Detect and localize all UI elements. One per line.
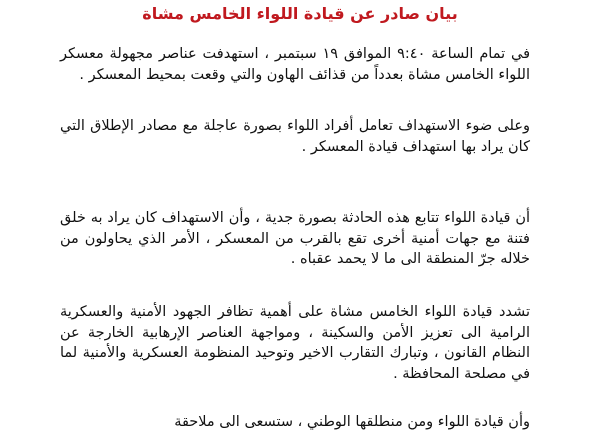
paragraph-pursuit: وأن قيادة اللواء ومن منطلقها الوطني ، ستسعى الى ملاحقة: [174, 414, 530, 430]
statement-title: بيان صادر عن قيادة اللواء الخامس مشاة: [142, 4, 458, 23]
paragraph-attack-report: في تمام الساعة ٩:٤٠ الموافق ١٩ سبتمبر ، استهدفت عناصر مجهولة معسكر اللواء الخامس مشاة بعدداً من قذائف الهاون والتي وقعت بمحيط المعسكر .: [60, 46, 531, 83]
paragraph-investigation: أن قيادة اللواء تتابع هذه الحادثة بصورة جدية ، وأن الاستهداف كان يراد به خلق فتنة مع جهات أمنية أخرى تقع بالقرب من المعسكر ، الأمر الذي يحاولون من خلاله جرّ المنطقة الى ما لا يحمد عقباه .: [60, 210, 530, 267]
paragraph-response: وعلى ضوء الاستهداف تعامل أفراد اللواء بصورة عاجلة مع مصادر الإطلاق التي كان يراد بها استهداف قيادة المعسكر .: [60, 118, 530, 155]
paragraph-cooperation: تشدد قيادة اللواء الخامس مشاة على أهمية تظافر الجهود الأمنية والعسكرية الرامية الى تعزيز الأمن والسكينة ، ومواجهة العناصر الإرهابية الخارجة عن النظام القانون ، وتبارك التقارب الاخير وتوحيد المنظومة العسكرية والأمنية لما في مصلحة المحافظة .: [60, 304, 530, 382]
